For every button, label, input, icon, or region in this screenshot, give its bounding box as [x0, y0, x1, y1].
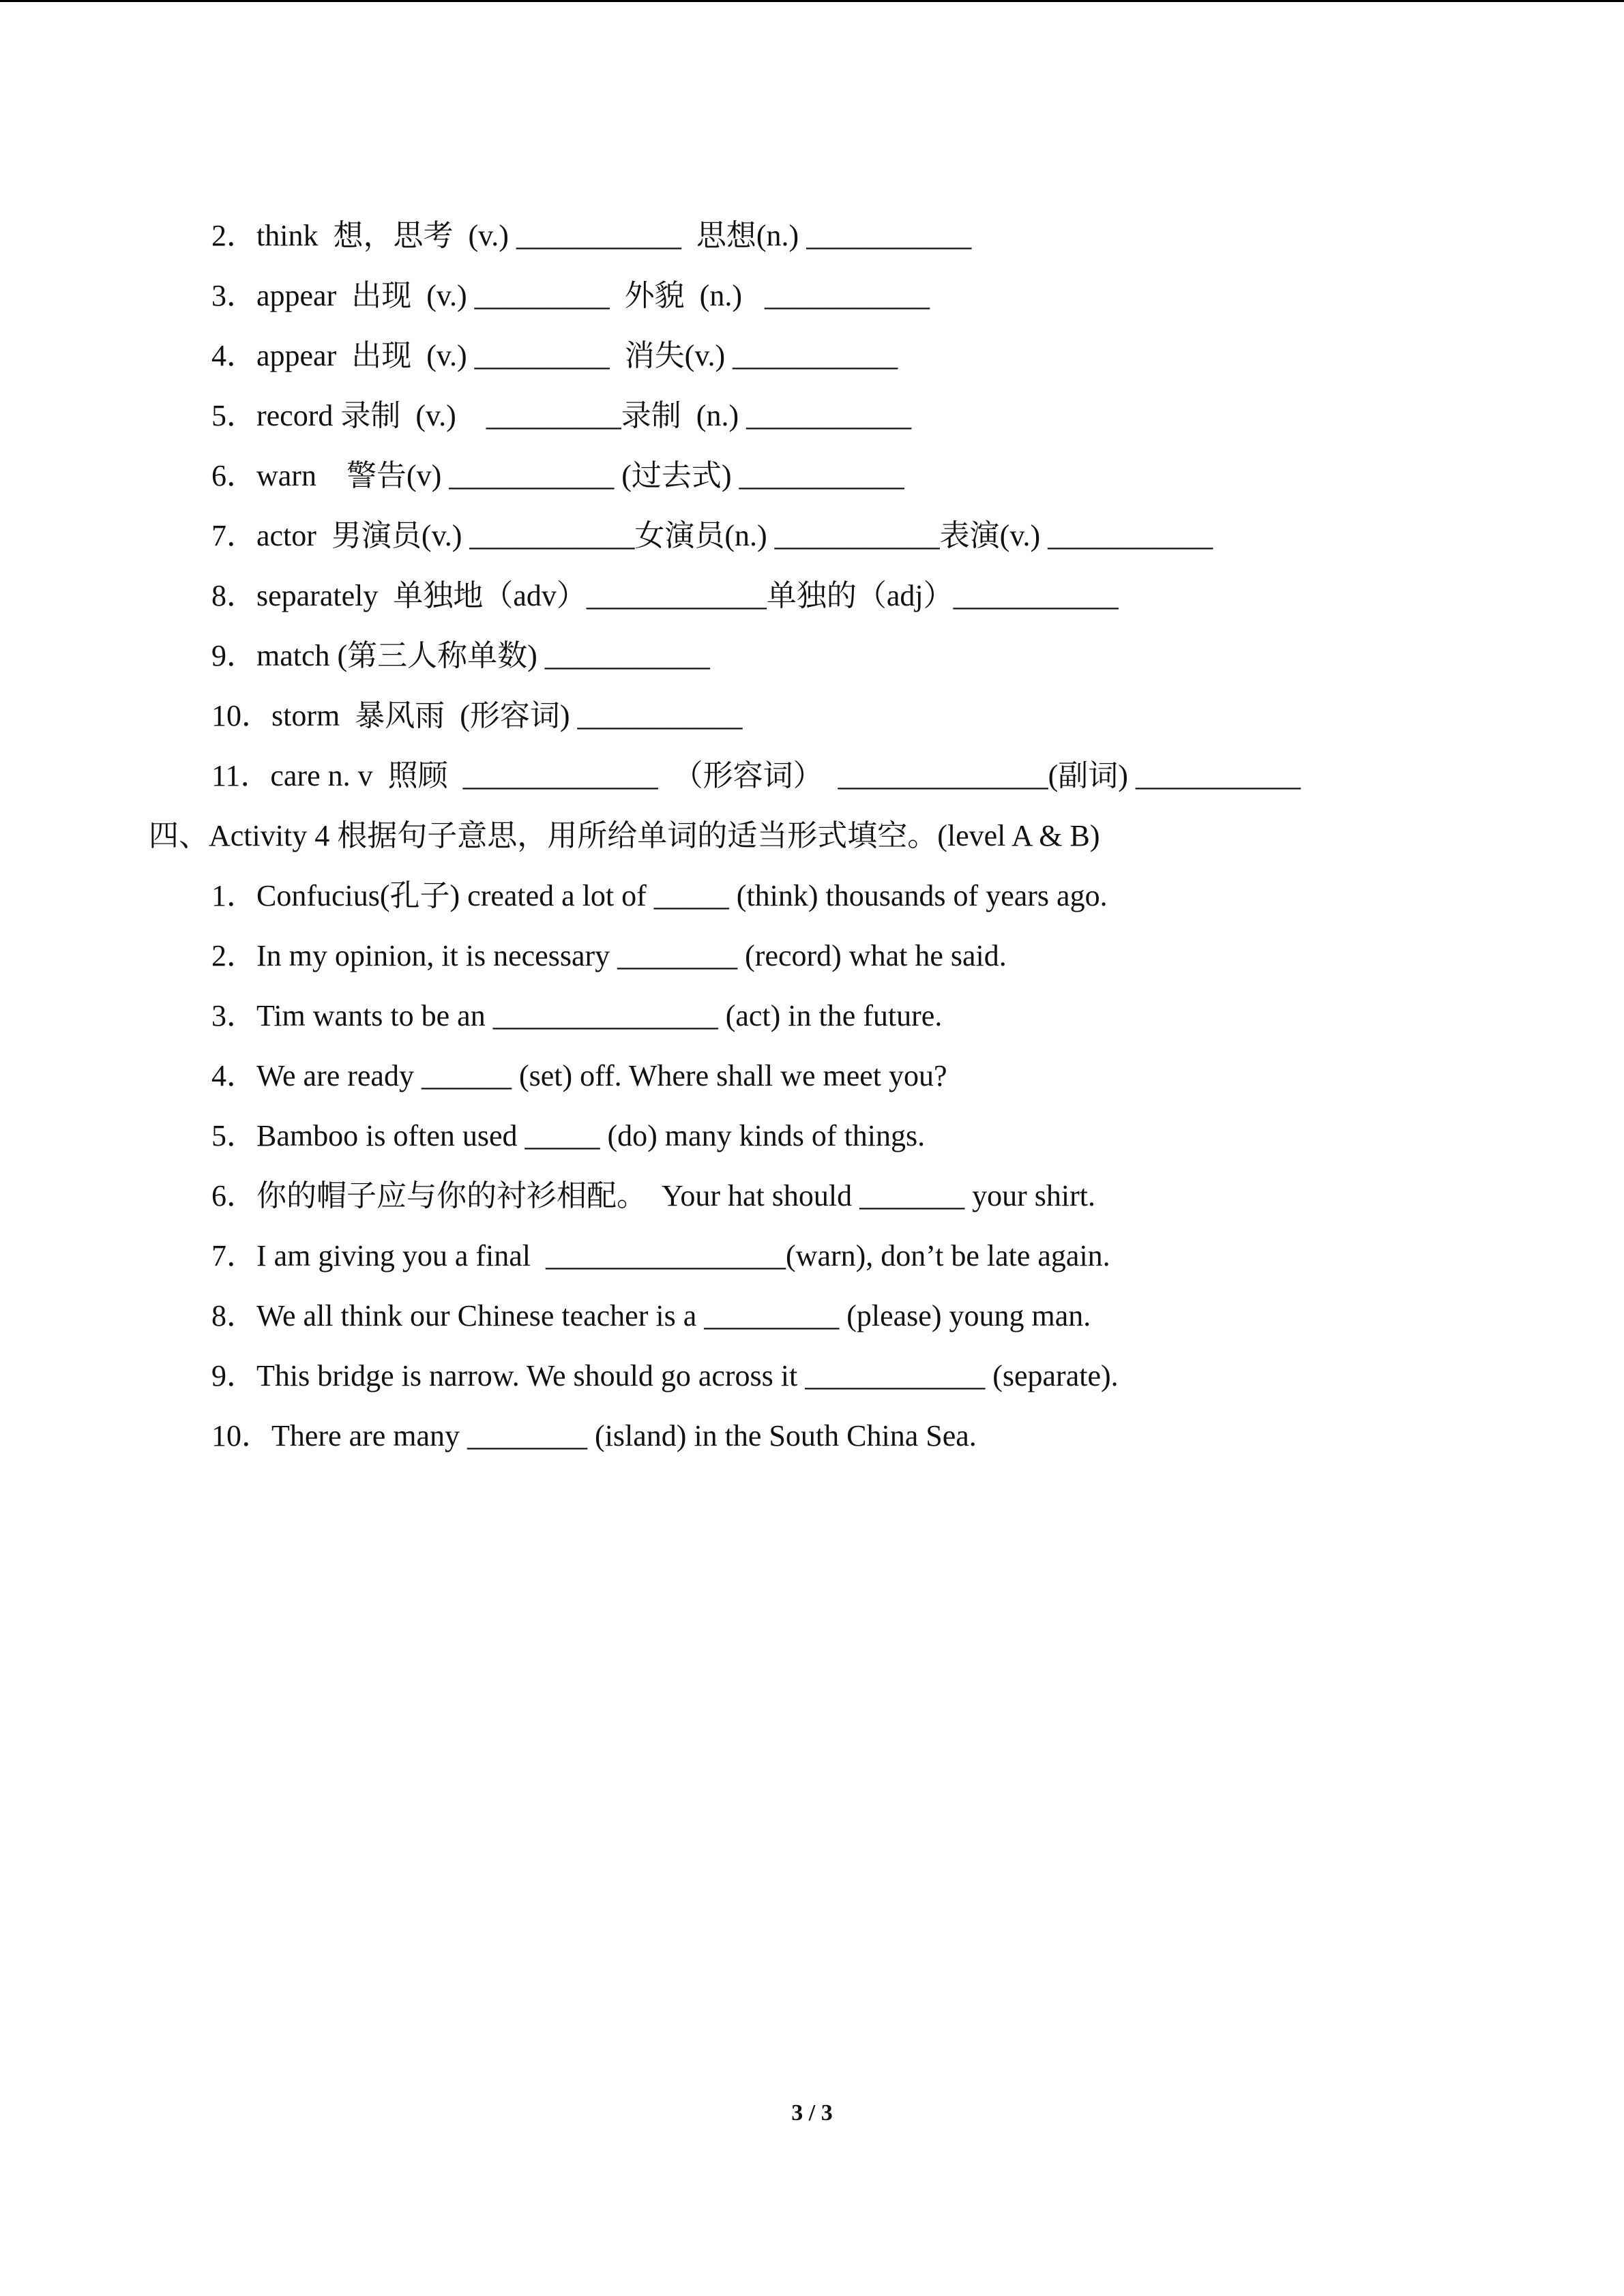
sentence-6: 6．你的帽子应与你的衬衫相配。 Your hat should _______ your shirt. [211, 1179, 1096, 1212]
sentence-4: 4．We are ready ______ (set) off. Where shall we meet you? [211, 1059, 947, 1092]
sentence-9: 9．This bridge is narrow. We should go across it ____________ (separate). [211, 1359, 1119, 1392]
sentence-7: 7．I am giving you a final ________________(warn), don’t be late again. [211, 1239, 1110, 1272]
sentence-8: 8．We all think our Chinese teacher is a _________ (please) young man. [211, 1299, 1091, 1332]
vocab-item-6: 6．warn 警告(v) ___________ (过去式) ___________ [211, 459, 904, 492]
vocab-item-7: 7．actor 男演员(v.) ___________女演员(n.) ___________表演(v.) ___________ [211, 519, 1213, 552]
sentence-10: 10．There are many ________ (island) in the South China Sea. [211, 1419, 977, 1452]
vocab-item-8: 8．separately 单独地（adv）____________单独的（adj）___________ [211, 579, 1119, 612]
vocab-item-11: 11．care n. v 照顾 _____________ （形容词） ______________(副词) ___________ [211, 759, 1301, 792]
vocab-item-3: 3．appear 出现 (v.) _________ 外貌 (n.) ___________ [211, 279, 930, 312]
vocab-item-4: 4．appear 出现 (v.) _________ 消失(v.) ___________ [211, 339, 898, 372]
vocab-item-5: 5．record 录制 (v.) _________录制 (n.) ___________ [211, 399, 912, 432]
sentence-1: 1．Confucius(孔子) created a lot of _____ (think) thousands of years ago. [211, 879, 1108, 912]
section-4-heading: 四、Activity 4 根据句子意思，用所给单词的适当形式填空。(level A & B) [149, 819, 1100, 852]
vocab-item-10: 10．storm 暴风雨 (形容词) ___________ [211, 699, 743, 732]
sentence-5: 5．Bamboo is often used _____ (do) many kinds of things. [211, 1119, 926, 1152]
vocab-item-2: 2．think 想，思考 (v.) ___________ 思想(n.) ___________ [211, 219, 972, 252]
sentence-3: 3．Tim wants to be an _______________ (act) in the future. [211, 999, 943, 1032]
sentence-2: 2．In my opinion, it is necessary ________ (record) what he said. [211, 939, 1007, 972]
vocab-item-9: 9．match (第三人称单数) ___________ [211, 639, 710, 672]
page-number: 3 / 3 [791, 2100, 833, 2126]
